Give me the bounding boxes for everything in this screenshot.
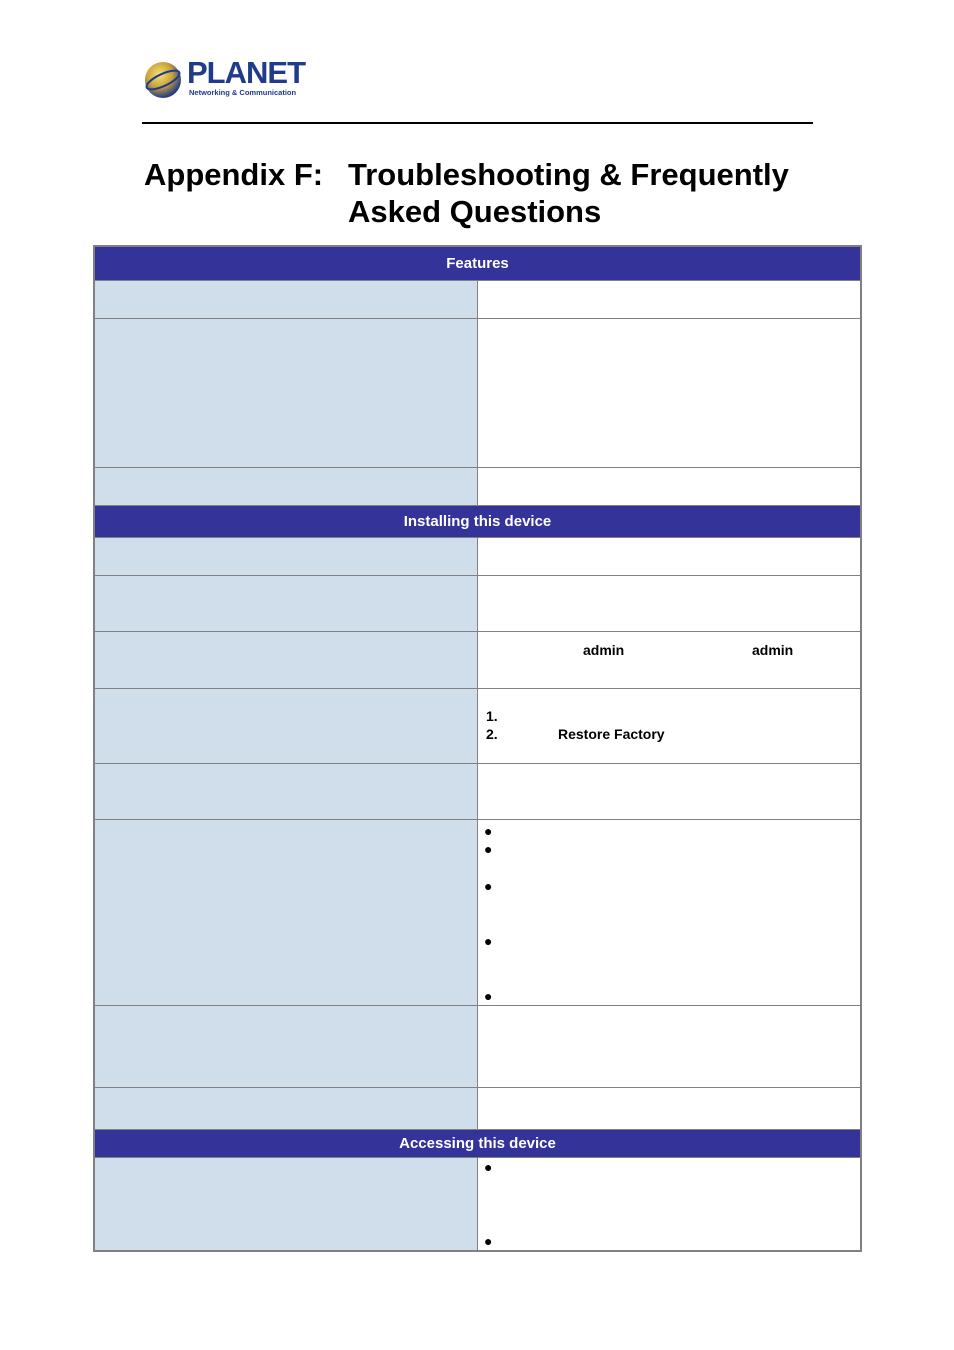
table-row (94, 631, 861, 688)
question-cell (94, 537, 478, 575)
section-header-installing: Installing this device (94, 505, 861, 537)
table-row (94, 819, 861, 1005)
planet-logo (143, 55, 305, 100)
answer-cell (478, 819, 862, 1005)
table-row (94, 537, 861, 575)
answer-cell (478, 631, 862, 688)
table-row (94, 467, 861, 505)
question-cell (94, 575, 478, 631)
logo-tagline: Networking & Communication (189, 88, 297, 97)
question-cell (94, 631, 478, 688)
question-cell (94, 688, 478, 763)
table-row (94, 280, 861, 318)
question-cell (94, 819, 478, 1005)
question-cell (94, 1157, 478, 1251)
section-row (94, 246, 861, 280)
question-cell (94, 1087, 478, 1129)
question-cell (94, 763, 478, 819)
bullet-icon: ● (484, 840, 493, 857)
bullet-icon: ● (484, 1158, 493, 1175)
section-row (94, 505, 861, 537)
restore-factory-option: Restore Factory (558, 725, 665, 742)
default-username: admin (583, 641, 625, 658)
answer-cell (478, 1087, 862, 1129)
default-password: admin (752, 641, 794, 658)
globe-icon (143, 58, 185, 100)
question-cell (94, 1005, 478, 1087)
question-cell (94, 318, 478, 467)
table-row (94, 763, 861, 819)
bullet-icon: ● (484, 822, 493, 839)
bullet-icon: ● (484, 987, 493, 1004)
reset-step-1: 1. (486, 707, 498, 724)
reset-step-2: 2. (486, 725, 498, 742)
bullet-icon: ● (484, 932, 493, 949)
answer-cell (478, 318, 862, 467)
bullet-icon: ● (484, 877, 493, 894)
faq-table (93, 245, 862, 1252)
answer-cell (478, 1157, 862, 1251)
answer-cell (478, 280, 862, 318)
appendix-title: Troubleshooting & Frequently Asked Questions (348, 157, 789, 229)
question-cell (94, 280, 478, 318)
question-cell (94, 467, 478, 505)
answer-cell (478, 575, 862, 631)
table-row (94, 1005, 861, 1087)
table-row (94, 575, 861, 631)
section-row (94, 1129, 861, 1157)
answer-cell (478, 537, 862, 575)
logo-brand: PLANET (187, 55, 305, 90)
answer-cell (478, 1005, 862, 1087)
table-row (94, 688, 861, 763)
answer-cell (478, 688, 862, 763)
answer-cell (478, 467, 862, 505)
header-divider (142, 122, 813, 124)
answer-cell (478, 763, 862, 819)
bullet-icon: ● (484, 1232, 493, 1249)
table-row (94, 318, 861, 467)
section-header-accessing: Accessing this device (94, 1129, 861, 1157)
table-row (94, 1087, 861, 1129)
section-header-features: Features (94, 246, 861, 280)
appendix-label: Appendix F: (144, 157, 324, 192)
table-row (94, 1157, 861, 1251)
